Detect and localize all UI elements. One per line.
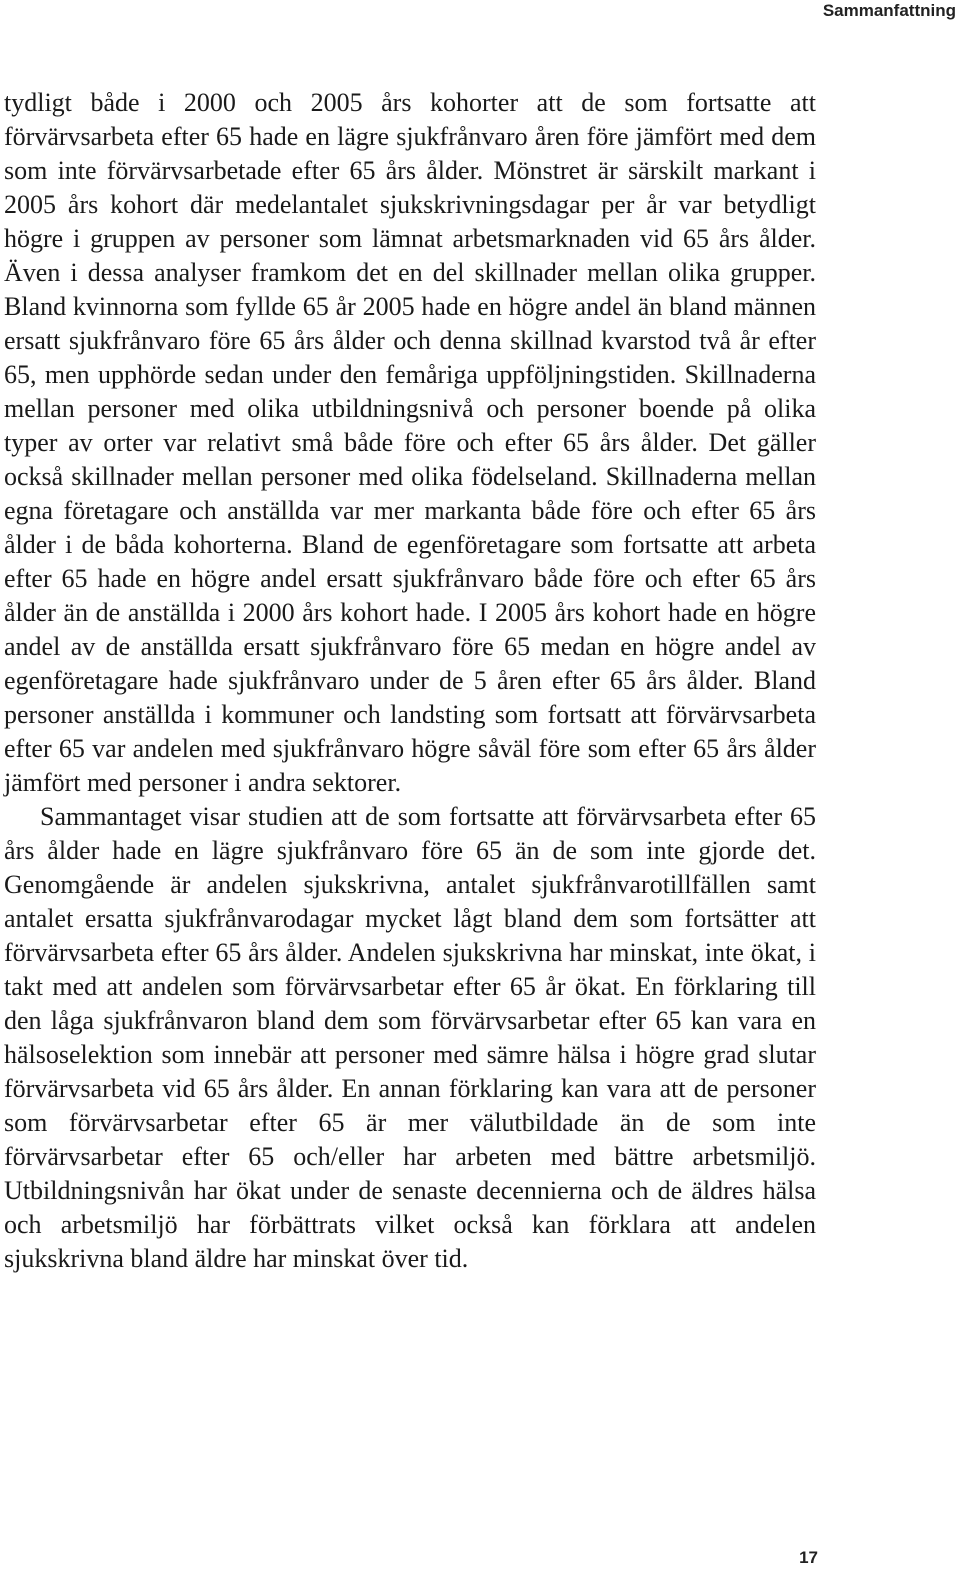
paragraph: tydligt både i 2000 och 2005 års kohorter att de som fortsatte att förvärvsarbeta efter 65 hade en lägre sjukfrånvaro åren före jämfört med dem som inte förvärvsarbetade efter 65 års ålder. Mönstret är särskilt markant i 2005 års kohort där medelantalet sjukskrivningsdagar per år var betydligt högre i gruppen av personer som lämnat arbetsmarknaden vid 65 års ålder. Även i dessa analyser framkom det en del skillnader mellan olika grupper. Bland kvinnorna som fyllde 65 år 2005 hade en högre andel än bland männen ersatt sjukfrånvaro före 65 års ålder och denna skillnad kvarstod två år efter 65, men upphörde sedan under den femåriga uppföljningstiden. Skillnaderna mellan personer med olika utbildningsnivå och personer boende på olika typer av orter var relativt små både före och efter 65 års ålder. Det gäller också skillnader mellan personer med olika födelseland. Skillnaderna mellan egna företagare och anställda var mer markanta både före och efter 65 års ålder i de båda kohorterna. Bland de egenföretagare som fortsatte att arbeta efter 65 hade en högre andel ersatt sjukfrånvaro både före och efter 65 års ålder än de anställda i 2000 års kohort hade. I 2005 års kohort hade en högre andel av de anställda ersatt sjukfrånvaro före 65 medan en högre andel av egenföretagare hade sjukfrånvaro under de 5 åren efter 65 års ålder. Bland personer anställda i kommuner och landsting som fortsatt att förvärvsarbeta efter 65 var andelen med sjukfrånvaro högre såväl före som efter 65 års ålder jämfört med personer i andra sektorer. (4, 88, 816, 797)
running-header: Sammanfattning (822, 1, 956, 20)
page-number: 17 (799, 1548, 818, 1567)
body-text (4, 86, 816, 1276)
paragraph: Sammantaget visar studien att de som fortsatte att förvärvsarbeta efter 65 års ålder hade en lägre sjukfrånvaro före 65 än de som inte gjorde det. Genomgående är andelen sjukskrivna, antalet sjukfrånvarotillfällen samt antalet ersatta sjukfrånvarodagar mycket lågt bland dem som fortsätter att förvärvsarbeta efter 65 års ålder. Andelen sjukskrivna har minskat, inte ökat, i takt med att andelen som förvärvsarbetar efter 65 år ökat. En förklaring till den låga sjukfrånvaron bland dem som förvärvsarbetar efter 65 kan vara en hälsoselektion som innebär att personer med sämre hälsa i högre grad slutar förvärvsarbeta vid 65 års ålder. En annan förklaring kan vara att de personer som förvärvsarbetar efter 65 är mer välutbildade än de som inte förvärvsarbetar efter 65 och/eller har arbeten med bättre arbetsmiljö. Utbildningsnivån har ökat under de senaste decennierna och de äldres hälsa och arbetsmiljö har förbättrats vilket också kan förklara att andelen sjukskrivna bland äldre har minskat över tid. (4, 802, 816, 1273)
